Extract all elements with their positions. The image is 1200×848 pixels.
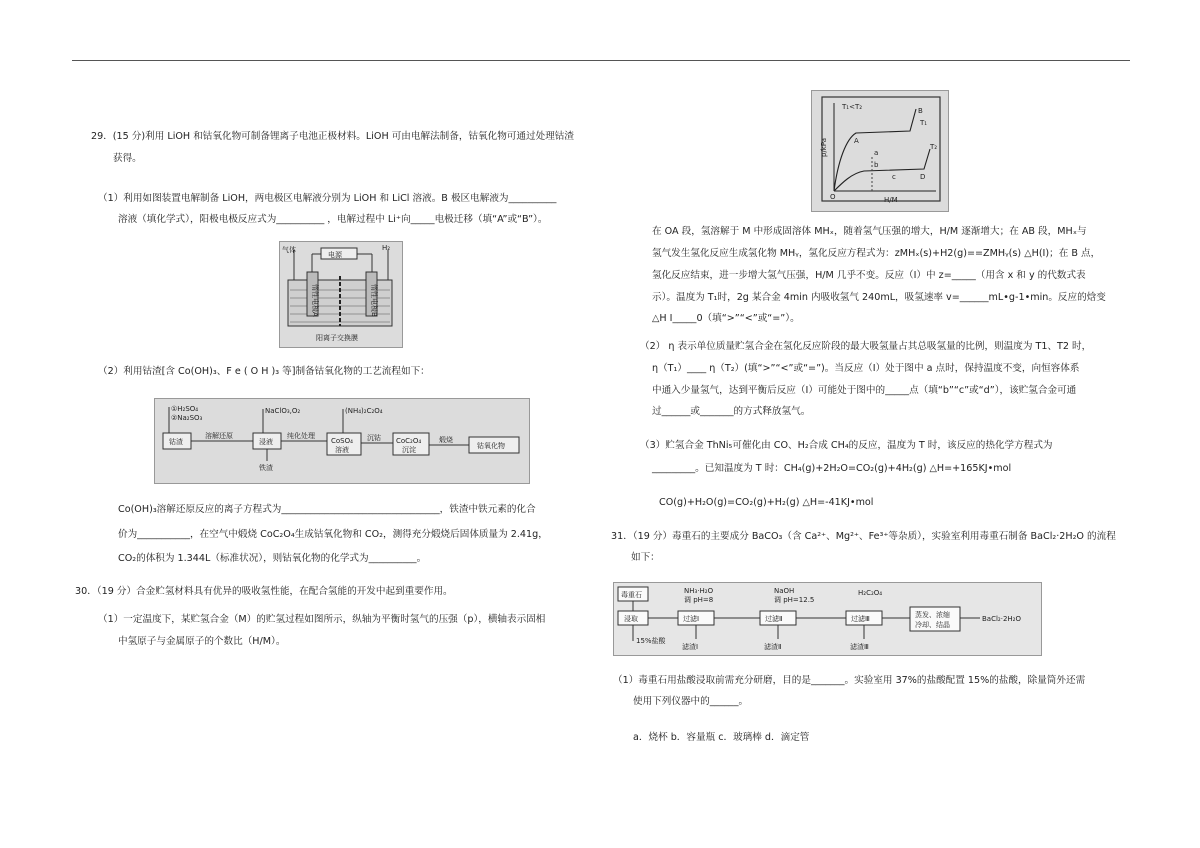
q30-part2-line2: η（T₁）____ η（T₂）(填“>”“<”或“=”)。当反应（Ⅰ）处于图中 a 点时，保持温度不变，向恒容体系 [652, 363, 1080, 374]
fig2-box-coc2o4: CoC₂O₄ [396, 437, 422, 445]
flow-filter1: 过滤Ⅰ [683, 615, 700, 623]
fig1-electrode-b: 惰性电极B [370, 284, 378, 317]
q29-stem-line1: 29．(15 分)利用 LiOH 和钴氧化物可制备锂离子电池正极材料。LiOH 可由电解法制备，钴氧化物可通过处理钴渣 [91, 131, 574, 142]
q31-options: a．烧杯 b．容量瓶 c．玻璃棒 d．滴定管 [633, 732, 810, 743]
fig2-box-slag: 钴渣 [169, 438, 183, 446]
fig2-reagent-oxalate: (NH₄)₂C₂O₄ [345, 407, 383, 415]
q30-part3-line2: _________。已知温度为 T 时：CH₄(g)+2H₂O=CO₂(g)+4H₂(g) △H=+165KJ•mol [652, 463, 1012, 474]
fig2-waste-iron: 铁渣 [259, 464, 273, 472]
q29-calc-line3: CO₂的体积为 1.344L（标准状况），则钴氧化物的化学式为__________。 [118, 553, 427, 564]
flow-product: BaCl₂·2H₂O [982, 615, 1021, 623]
fig2-arrow-calcine: 煅烧 [439, 436, 453, 444]
graph-point-B: B [918, 107, 923, 115]
header-rule [72, 60, 1130, 61]
fig1-electrode-a: 惰性电极A [311, 284, 319, 317]
q30-part2-line4: 过______或_______的方式释放氢气。 [652, 406, 811, 417]
flow-ph125: 调 pH=12.5 [774, 596, 815, 604]
graph-origin: O [830, 193, 836, 201]
graph-curve-t1: T₁ [920, 119, 928, 127]
q30-text-line1: 在 OA 段，氢溶解于 M 中形成固溶体 MHₓ，随着氢气压强的增大，H/M 逐渐增大；在 AB 段，MHₓ与 [652, 226, 1087, 237]
q31-part1-line2: 使用下列仪器中的______。 [633, 696, 749, 707]
q30-part1-line2: 中氢原子与金属原子的个数比（H/M）。 [118, 636, 286, 647]
graph-point-a: a [874, 149, 879, 157]
hydrogen-pressure-graph [811, 90, 949, 212]
flow-reagent-oxalic: H₂C₂O₄ [858, 589, 883, 597]
q30-part3-line3: CO(g)+H₂O(g)=CO₂(g)+H₂(g) △H=-41KJ•mol [659, 497, 874, 508]
fig2-box-coso4-solution: 溶液 [335, 446, 349, 454]
flow-residue2: 滤渣Ⅱ [764, 643, 782, 651]
fig2-arrow-precip: 沉钴 [367, 434, 381, 442]
fig1-h2-label: H₂ [382, 244, 391, 252]
flow-residue1: 滤渣Ⅰ [682, 643, 699, 651]
electrolysis-figure [279, 241, 403, 348]
q30-text-line2: 氢气发生氢化反应生成氢化物 MHᵧ，氢化反应方程式为：zMHₓ(s)+H2(g)==ZMHᵧ(s) △H(Ⅰ)；在 B 点， [652, 248, 1101, 259]
fig2-box-coso4: CoSO₄ [331, 437, 353, 445]
flow-ph8: 调 pH=8 [684, 596, 714, 604]
fig1-gas-label: 气体 [282, 246, 296, 254]
q31-stem-line1: 31．（19 分）毒重石的主要成分 BaCO₃（含 Ca²⁺、Mg²⁺、Fe³⁺等杂质），实验室利用毒重石制备 BaCl₂·2H₂O 的流程 [611, 531, 1116, 542]
flow-source: 毒重石 [621, 591, 642, 599]
flow-filter2: 过滤Ⅱ [765, 615, 783, 623]
q30-part1-line1: （1）一定温度下，某贮氢合金（M）的贮氢过程如图所示，纵轴为平衡时氢气的压强（p），横轴表示固相 [98, 614, 546, 625]
q29-calc-line2: 价为___________，在空气中煅烧 CoC₂O₄生成钴氧化物和 CO₂，测得充分煅烧后固体质量为 2.41g， [118, 529, 548, 540]
fig2-arrow-dissolve: 溶解还原 [205, 432, 233, 440]
fig2-reagent-h2so4: ①H₂SO₄ [171, 405, 199, 413]
flow-acid: 15%盐酸 [636, 637, 666, 645]
graph-point-b: b [874, 161, 879, 169]
flow-filter3: 过滤Ⅲ [851, 615, 870, 623]
fig2-box-coc2o4-precip: 沉淀 [402, 446, 416, 454]
q30-part2-line1: （2） η 表示单位质量贮氢合金在氢化反应阶段的最大吸氢量占其总吸氢量的比例，则温度为 T1、T2 时， [640, 341, 1092, 352]
flow-residue3: 滤渣Ⅲ [850, 643, 869, 651]
q30-part2-line3: 中通入少量氢气，达到平衡后反应（Ⅰ）可能处于图中的_____点（填“b”“c”或“d”），该贮氢合金可通 [652, 385, 1077, 396]
graph-point-D: D [920, 173, 926, 181]
fig2-box-oxide: 钴氧化物 [477, 442, 505, 450]
q30-text-line4: 示）。温度为 T₁时，2g 某合金 4min 内吸收氢气 240mL，吸氢速率 v=______mL•g-1•min。反应的焓变 [652, 292, 1106, 303]
q30-part3-line1: （3）贮氢合金 ThNi₅可催化由 CO、H₂合成 CH₄的反应，温度为 T 时，该反应的热化学方程式为 [640, 440, 1053, 451]
fig2-arrow-purify: 纯化处理 [287, 432, 315, 440]
q29-stem-line2: 获得。 [113, 153, 142, 164]
q31-part1-line1: （1）毒重石用盐酸浸取前需充分研磨，目的是_______。实验室用 37%的盐酸配置 15%的盐酸，除量筒外还需 [613, 675, 1086, 686]
q29-part1-line2: 溶液（填化学式），阳极电极反应式为__________ ，电解过程中 Li⁺向_____电极迁移（填“A”或“B”）。 [118, 214, 548, 225]
flow-reagent-naoh: NaOH [774, 587, 795, 595]
graph-curve-t2: T₂ [930, 143, 938, 151]
fig2-reagent-naclo3: NaClO₃,O₂ [265, 407, 301, 415]
graph-xlabel: H/M [884, 196, 898, 204]
fig2-reagent-na2so3: ②Na₂SO₃ [171, 414, 203, 422]
q30-text-line5: △H Ⅰ_____0（填“>”“<”或“=”）。 [652, 313, 800, 324]
graph-temp-relation: T₁<T₂ [842, 103, 863, 111]
graph-point-A: A [854, 137, 859, 145]
fig2-box-leach: 浸液 [259, 438, 273, 446]
flow-reagent-ammonia: NH₃·H₂O [684, 587, 714, 595]
fig1-power-label: 电源 [328, 251, 342, 259]
cobalt-flow-figure [154, 398, 530, 484]
graph-point-c: c [892, 173, 896, 181]
q30-text-line3: 氢化反应结束，进一步增大氢气压强，H/M 几乎不变。反应（Ⅰ）中 z=_____（用含 x 和 y 的代数式表 [652, 270, 1086, 281]
q29-calc-line1: Co(OH)₃溶解还原反应的离子方程式为_________________________________，铁渣中铁元素的化合 [118, 504, 536, 515]
fig1-caption: 阳离子交换膜 [316, 334, 358, 342]
q31-stem-line2: 如下： [631, 552, 660, 563]
q29-part1-line1: （1）利用如图装置电解制备 LiOH，两电极区电解液分别为 LiOH 和 LiCl 溶液。B 极区电解液为__________ [98, 193, 557, 204]
q29-part2: （2）利用钴渣[含 Co(OH)₃、F e ( O H )₃ 等]制备钴氧化物的工艺流程如下： [98, 366, 430, 377]
flow-evaporate: 蒸发、浓缩 [915, 611, 950, 619]
barium-flow-figure [613, 582, 1042, 656]
flow-crystallize: 冷却、结晶 [915, 621, 950, 629]
q30-stem: 30．（19 分）合金贮氢材料具有优异的吸收氢性能，在配合氢能的开发中起到重要作用。 [75, 586, 453, 597]
flow-leach: 浸取 [624, 615, 638, 623]
graph-ylabel: p/kPa [820, 137, 828, 157]
